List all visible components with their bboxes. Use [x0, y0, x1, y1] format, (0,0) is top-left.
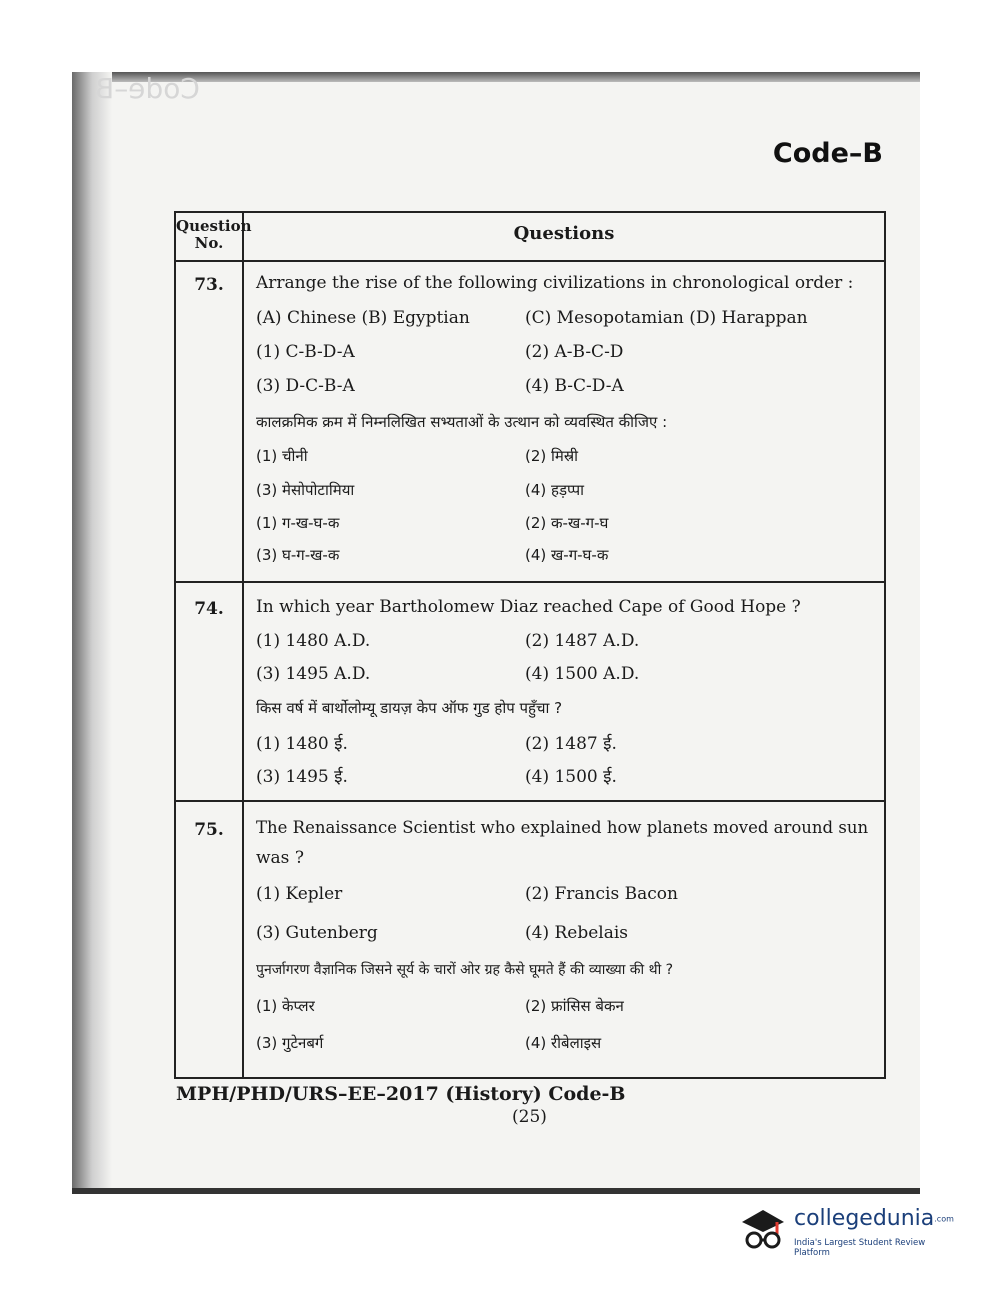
question-text-en: Arrange the rise of the following civilizations in chronological order : [256, 273, 854, 293]
item-hi: (2) मिस्री [525, 447, 579, 465]
questions-table [174, 211, 886, 1079]
scan-edge-bottom [72, 1188, 920, 1194]
table-header [176, 213, 884, 262]
question-text-en: In which year Bartholomew Diaz reached Cape of Good Hope ? [256, 597, 801, 617]
question-text-en: The Renaissance Scientist who explained how planets moved around sun [256, 818, 869, 837]
question-text-hi: पुनर्जागरण वैज्ञानिक जिसने सूर्य के चारों ओर ग्रह कैसे घूमते हैं की व्याख्या की थी ? [256, 962, 674, 978]
scan-edge-left [72, 72, 112, 1194]
option-hi: (4) ख-ग-घ-क [525, 546, 609, 564]
item-hi: (4) हड़प्पा [525, 481, 585, 499]
option-en: (4) B-C-D-A [525, 376, 624, 396]
question-row-73 [176, 260, 884, 583]
exam-footer: MPH/PHD/URS–EE–2017 (History) Code-B [176, 1083, 626, 1105]
question-row-74 [176, 581, 884, 802]
option-en: (1) C-B-D-A [256, 342, 355, 362]
header-questions: Questions [513, 223, 615, 244]
question-text-en-cont: was ? [256, 848, 304, 868]
header-question-no [176, 217, 252, 252]
option-en: (2) Francis Bacon [525, 884, 678, 904]
option-hi: (4) 1500 ई. [525, 767, 617, 787]
page-number: (25) [512, 1107, 547, 1127]
option-en: (4) Rebelais [525, 923, 629, 943]
option-hi: (2) 1487 ई. [525, 734, 617, 754]
option-en: (3) Gutenberg [256, 923, 378, 943]
collegedunia-logo[interactable] [736, 1198, 961, 1260]
option-hi: (2) फ्रांसिस बेकन [525, 997, 624, 1015]
header-qno-line1: Question [176, 217, 252, 235]
option-en: (1) Kepler [256, 884, 343, 904]
option-en: (2) 1487 A.D. [525, 631, 640, 651]
code-label: Code–B [772, 138, 883, 169]
option-hi: (3) 1495 ई. [256, 767, 348, 787]
header-qno-line2: No. [194, 234, 224, 252]
option-en: (3) D-C-B-A [256, 376, 355, 396]
option-en: (2) A-B-C-D [525, 342, 624, 362]
option-hi: (1) ग-ख-घ-क [256, 514, 340, 532]
item-en: (C) Mesopotamian (D) Harappan [525, 308, 808, 328]
option-hi: (2) क-ख-ग-घ [525, 514, 609, 532]
brand-name [794, 1206, 954, 1231]
option-hi: (3) गुटेनबर्ग [256, 1034, 324, 1052]
student-mascot-icon [736, 1204, 790, 1254]
item-hi: (3) मेसोपोटामिया [256, 481, 355, 499]
brand-suffix: .com [934, 1214, 954, 1224]
brand-tagline: India's Largest Student Review Platform [794, 1238, 926, 1258]
option-hi: (1) केप्लर [256, 997, 315, 1015]
item-hi: (1) चीनी [256, 447, 308, 465]
question-row-75 [176, 800, 884, 1077]
question-number: 75. [194, 820, 224, 840]
option-hi: (4) रीबेलाइस [525, 1034, 602, 1052]
brand-name-text: collegedunia [794, 1206, 935, 1231]
option-hi: (1) 1480 ई. [256, 734, 348, 754]
item-en: (A) Chinese (B) Egyptian [256, 308, 470, 328]
question-text-hi: किस वर्ष में बार्थोलोम्यू डायज़ केप ऑफ गुड होप पहुँचा ? [256, 699, 563, 717]
question-number: 74. [194, 599, 224, 619]
option-en: (3) 1495 A.D. [256, 664, 371, 684]
option-en: (1) 1480 A.D. [256, 631, 371, 651]
bleed-through-text: Code–B [95, 72, 200, 105]
option-hi: (3) घ-ग-ख-क [256, 546, 340, 564]
option-en: (4) 1500 A.D. [525, 664, 640, 684]
question-number: 73. [194, 275, 224, 295]
question-text-hi: कालक्रमिक क्रम में निम्नलिखित सभ्यताओं के उत्थान को व्यवस्थित कीजिए : [256, 413, 668, 431]
